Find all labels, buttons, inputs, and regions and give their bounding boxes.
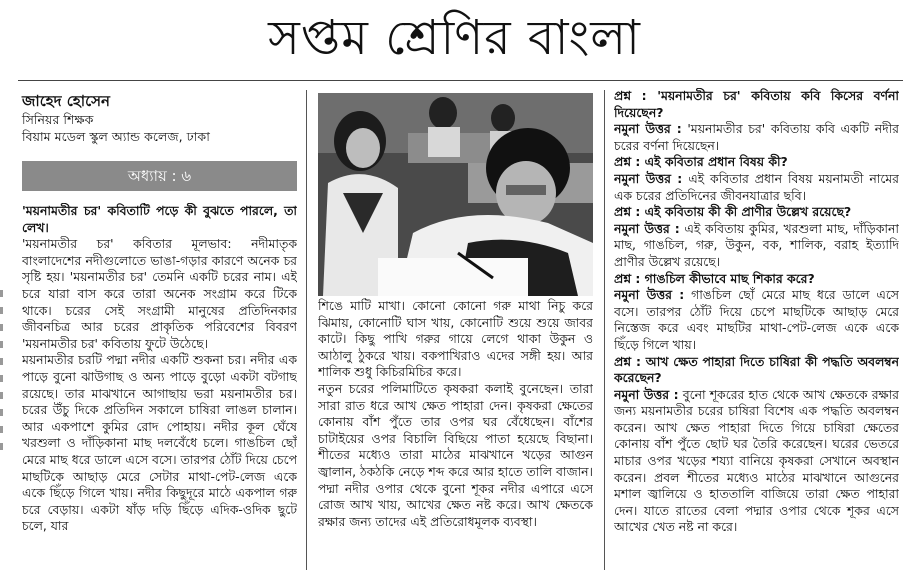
left-column: [22, 203, 297, 573]
classroom-photo: [318, 93, 593, 296]
author-role: সিনিয়র শিক্ষক: [22, 112, 94, 127]
author-school: বিয়াম মডেল স্কুল অ্যান্ড কলেজ, ঢাকা: [22, 129, 210, 144]
answer-text: বুনো শূকরের হাত থেকে আখ ক্ষেতকে রক্ষার জন্য ময়নামতীর চরের চাষিরা বিশেষ এক পদ্ধতি অবলম্বন করেন। আখ ক্ষেত পাহারা দিতে গিয়ে চাষিরা ক্ষেতের কোনায় বাঁশ পুঁতে ছোট ঘর তৈরি করেছেন। ঘরের ভেতরে মাচার ওপর খড়ের শয্যা বানিয়ে কৃষকরা সেখানে অবস্থান করেন। প্রবল শীতের মধ্যেও মাঠের মাঝখানে আগুনের মশাল জ্বালিয়ে ও হাততালি বাজিয়ে তারা ক্ষেত পাহারা দেন। যাতে রাতের বেলা পদ্মার ওপার থেকে শূকর এসে আখের খেত নষ্ট না করে।: [614, 386, 899, 535]
answer-text: গাঙচিল ছোঁ মেরে মাছ ধরে ডালে এসে বসে। তারপর ঠোঁট দিয়ে চেপে মাছটিকে আছাড় মেরে নিস্তেজ করে এবং মাছটির মাথা-পেট-লেজ একে একে ছিঁড়ে গিলে খায়।: [614, 287, 899, 352]
title-divider: [18, 80, 903, 81]
answer-label: নমুনা উত্তর :: [614, 170, 683, 186]
answer-text: এই কবিতায় কুমির, খরশুলা মাছ, দাঁড়িকানা মাছ, গাঙচিল, গরু, উকুন, বক, শালিক, বরাহ ইত্যাদি প্রাণীর উল্লেখ রয়েছে।: [614, 220, 899, 269]
author-block: [22, 92, 297, 145]
column-divider: [604, 90, 605, 570]
question: প্রশ্ন : গাঙচিল কীভাবে মাছ শিকার করে?: [614, 270, 815, 286]
answer: [614, 121, 899, 154]
paragraph: ময়নামতীর চরটি পদ্মা নদীর একটি শুকনা চর। নদীর এক পাড়ে বুনো ঝাউগাছ ও অন্য পাড়ে বুড়ো একটা বটগাছ রয়েছে। তার মাঝখানে আগাছায় ভরা ময়নামতীর চর। চরের উঁচু দিকে প্রতিদিন সকালে চাষিরা লাঙল চালান। আর একপাশে কুমির রোদ পোহায়। নদীর কূল ঘেঁষে খরশুলা ও দাঁড়িকানা মাছ দলবেঁধে চলে। গাঙচিল ছোঁ মেরে মাছ ধরে ডালে এসে বসে। তারপর ঠোঁট দিয়ে চেপে মাছটিকে আছাড় মেরে সেটার মাথা-পেট-লেজ একে একে ছিঁড়ে গিলে খায়। নদীর কিছুদূরে মাঠে একপাল গরু চরে বেড়ায়। একটা ষাঁড় দড়ি ছিঁড়ে এদিক-ওদিক ছুটে চলে, যার: [22, 352, 297, 534]
answer: [614, 387, 899, 536]
students-writing-exam-image: [318, 93, 593, 296]
answer-label: নমুনা উত্তর :: [614, 220, 680, 236]
question: প্রশ্ন : এই কবিতার প্রধান বিষয় কী?: [614, 154, 788, 170]
answer-label: নমুনা উত্তর :: [614, 287, 685, 303]
chapter-banner: অধ্যায় : ৬: [22, 161, 297, 191]
page-title: সপ্তম শ্রেণির বাংলা: [268, 10, 641, 66]
paragraph: নতুন চরের পলিমাটিতে কৃষকরা কলাই বুনেছেন। তারা সারা রাত ধরে আখ ক্ষেত পাহারা দেন। কৃষকরা ক্ষেতের কোনায় বাঁশ পুঁতে তার ওপর ঘর বেঁধেছেন। বাঁশের চাটাইয়ের ওপর বিচালি বিছিয়ে পাতা হয়েছে বিছানা। শীতের মধ্যেও তারা মাঠের মাঝখানে খড়ের আগুন জ্বালান, ঠকঠকি নেড়ে শব্দ করে আর হাতে তালি বাজান। পদ্মা নদীর ওপার থেকে বুনো শূকর নদীর এপারে এসে রোজ আখ খায়, আখের ক্ষেত নষ্ট করে। আখ ক্ষেতকে রক্ষার জন্য তাদের এই প্রতিরোধমূলক ব্যবস্থা।: [318, 380, 593, 529]
right-column: [614, 88, 899, 573]
paragraph: শিঙে মাটি মাখা। কোনো কোনো গরু মাথা নিচু করে ঝিমায়, কোনোটি ঘাস খায়, কোনোটি শুয়ে শুয়ে জাবর কাটে। কিছু পাখি গরুর গায়ে লেগে থাকা উকুন ও আঠালু ঠুকরে খায়। বকপাখিরাও এদের সঙ্গী হয়। আর শালিক শুধু কিচিরমিচির করে।: [318, 298, 593, 380]
author-name: জাহেদ হোসেন: [22, 92, 110, 110]
answer: [614, 287, 899, 353]
answer-text: এই কবিতার প্রধান বিষয় ময়নামতী নামের এক চরের প্রতিদিনের জীবনযাত্রার ছবি।: [614, 170, 899, 203]
question: প্রশ্ন : আখ ক্ষেত পাহারা দিতে চাষিরা কী পদ্ধতি অবলম্বন করেছেন?: [614, 353, 899, 386]
middle-column: [318, 298, 593, 573]
paragraph: 'ময়নামতীর চর' কবিতার মূলভাব: নদীমাতৃক বাংলাদেশের নদীগুলোতে ভাঙা-গড়ার কারণে অনেক চর সৃষ্টি হয়। 'ময়নামতীর চর' তেমনি একটি চরের নাম। এই চরে যারা বাস করে তারা অনেক সংগ্রাম করে টিকে থাকে। চরের সেই সংগ্রামী মানুষের প্রতিদিনকার জীবনচিত্র আর চরের প্রাকৃতিক পরিবেশের বিবরণ 'ময়নামতীর চর' কবিতায় ফুটে উঠেছে।: [22, 236, 297, 351]
answer-label: নমুনা উত্তর :: [614, 121, 682, 137]
answer: [614, 171, 899, 204]
page-edge-marks: [0, 290, 6, 490]
column-divider: [306, 90, 307, 570]
answer-text: 'ময়নামতীর চর' কবিতায় কবি একটি নদীর চরের বর্ণনা দিয়েছেন।: [614, 121, 899, 153]
answer-label: নমুনা উত্তর :: [614, 386, 679, 402]
question: প্রশ্ন : 'ময়নামতীর চর' কবিতায় কবি কিসের বর্ণনা দিয়েছেন?: [614, 88, 899, 120]
section-heading: 'ময়নামতীর চর' কবিতাটি পড়ে কী বুঝতে পারলে, তা লেখ।: [22, 203, 297, 235]
question: প্রশ্ন : এই কবিতায় কী কী প্রাণীর উল্লেখ রয়েছে?: [614, 204, 852, 220]
answer: [614, 221, 899, 271]
